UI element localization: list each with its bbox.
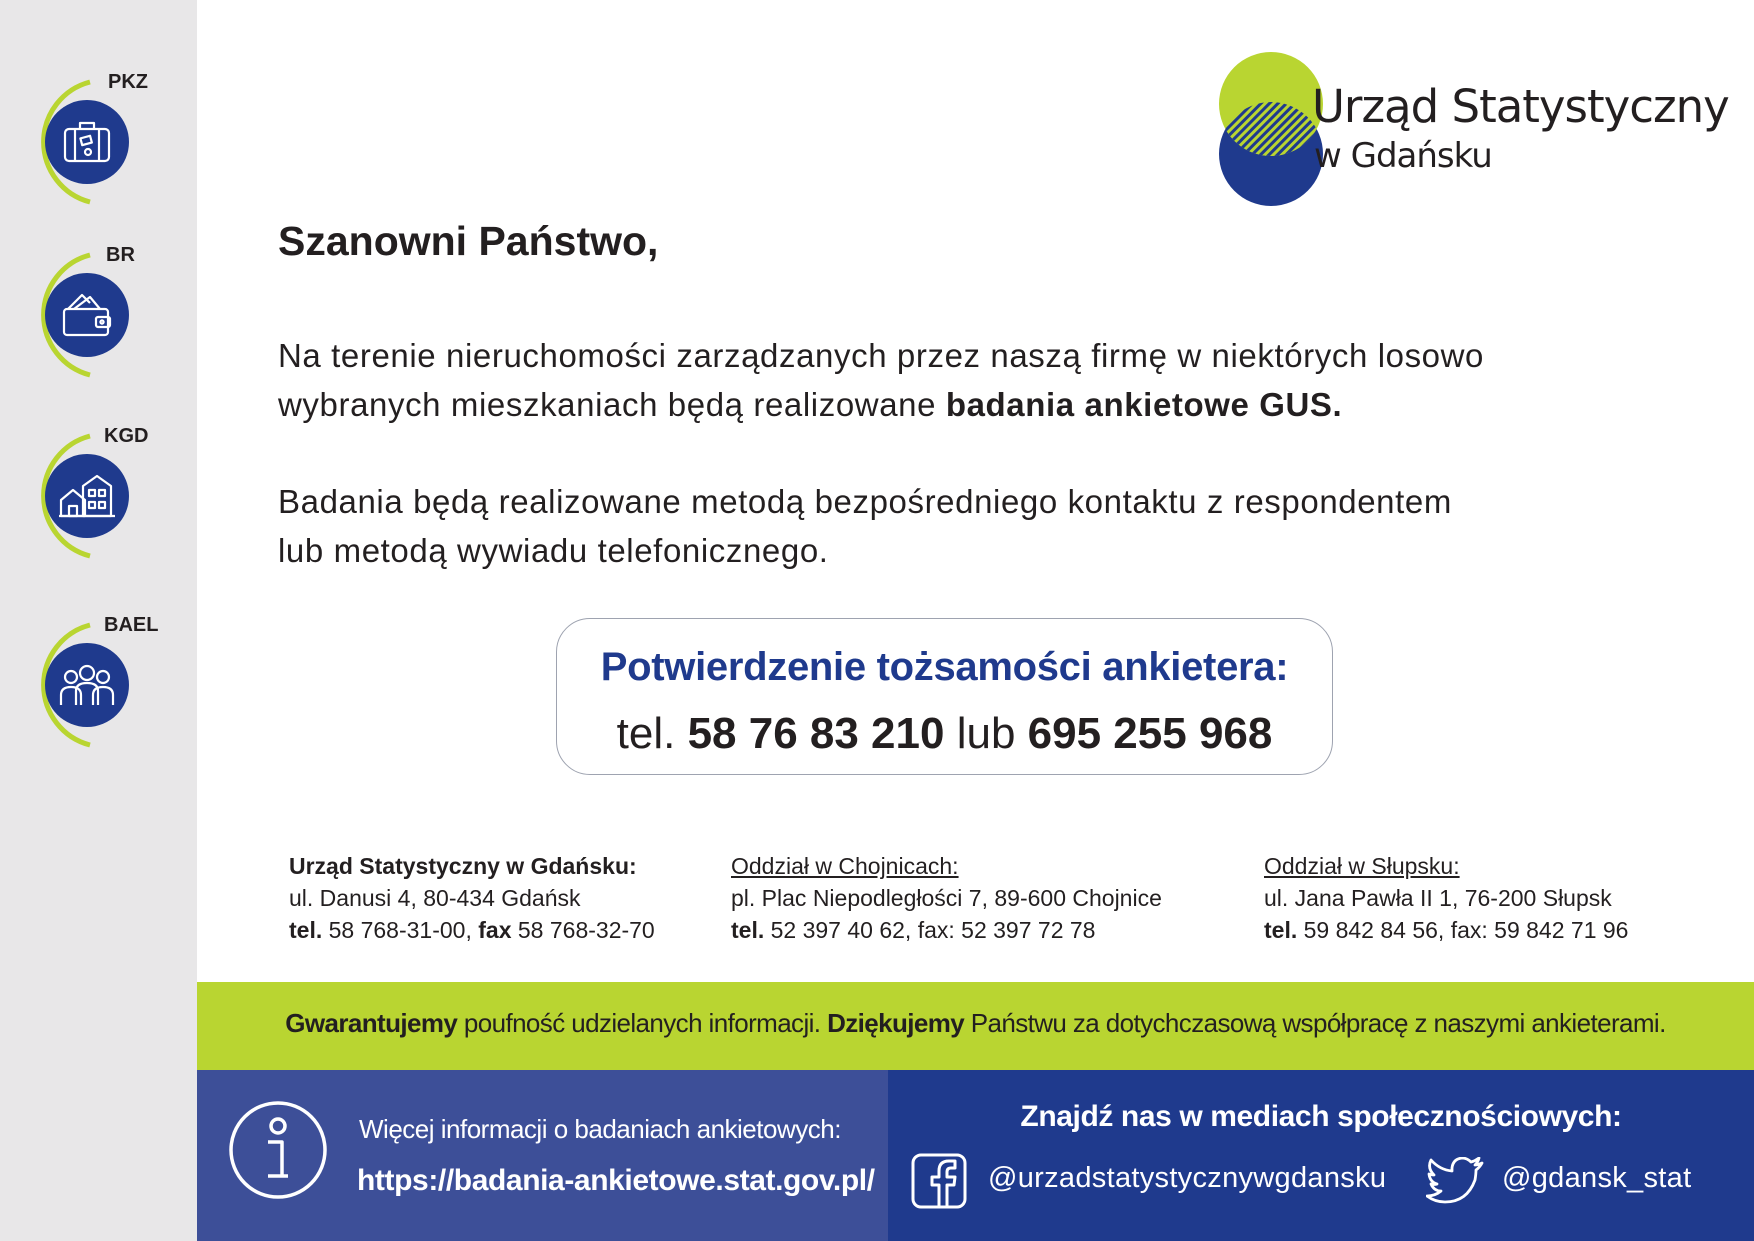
info-label: Więcej informacji o badaniach ankietowych: — [359, 1114, 841, 1144]
facebook-handle[interactable]: @urzadstatystycznywgdansku — [988, 1162, 1387, 1194]
identity-confirmation-box — [556, 618, 1333, 775]
suitcase-badge — [45, 100, 129, 184]
address-contact — [1264, 914, 1628, 946]
paragraph-text: wybranych mieszkaniach będą realizowane — [278, 386, 946, 423]
tel-label: tel. — [289, 917, 323, 943]
sidebar-item-br[interactable] — [26, 244, 176, 381]
address-block-gdansk — [289, 850, 655, 946]
thanks-rest: Państwu za dotychczasową współpracę z naszymi ankieterami. — [964, 1008, 1666, 1038]
social-title: Znajdź nas w mediach społecznościowych: — [1020, 1100, 1622, 1133]
info-icon — [228, 1100, 328, 1200]
sidebar-label: BAEL — [104, 614, 159, 636]
sidebar-item-kgd[interactable] — [26, 425, 176, 562]
people-badge — [45, 643, 129, 727]
phone-number-1[interactable]: 58 76 83 210 — [687, 709, 945, 758]
houses-badge — [45, 454, 129, 538]
sidebar-item-pkz[interactable] — [26, 71, 176, 208]
greeting: Szanowni Państwo, — [278, 218, 659, 264]
address-contact — [731, 914, 1162, 946]
twitter-handle[interactable]: @gdansk_stat — [1502, 1162, 1692, 1194]
address-name: Urząd Statystyczny w Gdańsku: — [289, 853, 637, 879]
paragraph-emphasis: badania ankietowe GUS. — [945, 386, 1343, 423]
info-panel — [197, 1070, 888, 1241]
tel-prefix: tel. — [616, 709, 676, 758]
facebook-icon[interactable] — [911, 1153, 967, 1209]
phone-connector: lub — [956, 709, 1016, 758]
wallet-icon — [60, 291, 114, 339]
twitter-icon[interactable] — [1426, 1157, 1484, 1207]
tel-label: tel. — [731, 917, 765, 943]
phone-number-2[interactable]: 695 255 968 — [1027, 709, 1273, 758]
fax-label: fax — [478, 917, 512, 943]
confirmation-title: Potwierdzenie tożsamości ankietera: — [600, 645, 1289, 689]
people-icon — [58, 661, 116, 709]
sidebar-label: PKZ — [108, 71, 148, 93]
logo-title: Urząd Statystyczny — [1312, 80, 1729, 133]
paragraph-line: Na terenie nieruchomości zarządzanych przez naszą firmę w niektórych losowo — [278, 337, 1485, 374]
address-street: pl. Plac Niepodległości 7, 89-600 Chojnice — [731, 885, 1162, 911]
social-panel — [888, 1070, 1754, 1241]
tel-value: 58 768-31-00, — [328, 917, 472, 943]
wallet-badge — [45, 273, 129, 357]
paragraph-1 — [278, 331, 1484, 429]
houses-icon — [59, 472, 115, 520]
sidebar-item-bael[interactable] — [26, 614, 176, 751]
confirmation-phones — [557, 709, 1332, 759]
paragraph-line — [278, 380, 1484, 429]
tel-value: 59 842 84 56, fax: 59 842 71 96 — [1303, 917, 1629, 943]
tel-value: 52 397 40 62, fax: 52 397 72 78 — [770, 917, 1096, 943]
fax-value: 58 768-32-70 — [517, 917, 655, 943]
sidebar-label: BR — [106, 244, 135, 266]
paragraph-line: Badania będą realizowane metodą bezpośredniego kontaktu z respondentem — [278, 483, 1452, 520]
tel-label: tel. — [1264, 917, 1298, 943]
address-street: ul. Danusi 4, 80-434 Gdańsk — [289, 885, 581, 911]
address-block-slupsk — [1264, 850, 1628, 946]
logo-subtitle: w Gdańsku — [1314, 136, 1492, 176]
sidebar — [0, 0, 197, 1241]
address-name: Oddział w Słupsku: — [1264, 853, 1460, 879]
address-contact — [289, 914, 655, 946]
paragraph-2 — [278, 477, 1452, 575]
guarantee-rest: poufność udzielanych informacji. — [457, 1008, 828, 1038]
guarantee-text — [197, 1008, 1754, 1039]
suitcase-icon — [61, 119, 113, 165]
sidebar-label: KGD — [104, 425, 149, 447]
thanks-bold: Dziękujemy — [827, 1008, 965, 1038]
survey-website-link[interactable]: https://badania-ankietowe.stat.gov.pl/ — [357, 1164, 875, 1197]
address-block-chojnice — [731, 850, 1162, 946]
address-street: ul. Jana Pawła II 1, 76-200 Słupsk — [1264, 885, 1612, 911]
guarantee-bar — [197, 982, 1754, 1070]
guarantee-bold: Gwarantujemy — [285, 1008, 458, 1038]
address-name: Oddział w Chojnicach: — [731, 853, 959, 879]
paragraph-line: lub metodą wywiadu telefonicznego. — [278, 532, 829, 569]
